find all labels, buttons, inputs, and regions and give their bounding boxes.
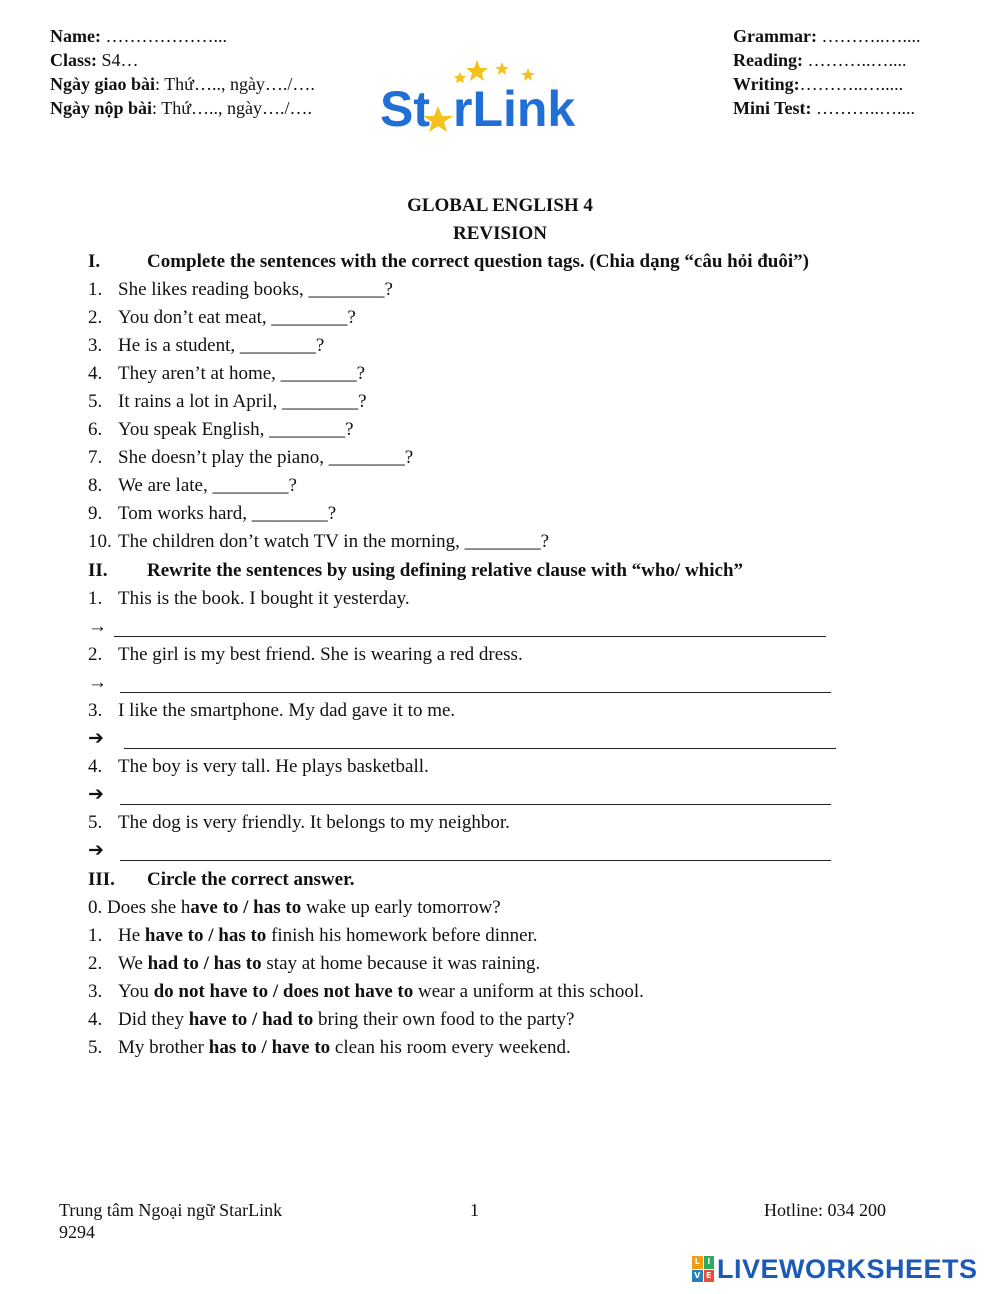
grammar-score: Grammar: ………..….... [733, 26, 921, 46]
question-tag-item[interactable]: 5. It rains a lot in April, ________? [88, 391, 367, 412]
reading-score: Reading: ………..….... [733, 50, 907, 70]
circle-answer-item[interactable]: 5. My brother has to / have to clean his room every weekend. [88, 1037, 571, 1058]
page-subtitle: REVISION [453, 223, 547, 244]
liveworksheets-watermark[interactable] [692, 1254, 978, 1284]
answer-arrow: → [88, 672, 107, 693]
question-tag-item[interactable]: 8. We are late, ________? [88, 475, 297, 496]
footer-center-name: Trung tâm Ngoại ngữ StarLink [59, 1200, 283, 1220]
writing-score: Writing:………..…..... [733, 74, 904, 94]
rewrite-prompt: 2. The girl is my best friend. She is wearing a red dress. [88, 644, 523, 665]
footer-hotline: Hotline: 034 200 [764, 1200, 886, 1220]
liveworksheets-text: LIVEWORKSHEETS [717, 1253, 978, 1284]
logo-rlink-text: rLink [453, 81, 576, 132]
mini-test-score: Mini Test: ………..….... [733, 98, 916, 118]
section-3-heading: III. Circle the correct answer. [88, 869, 355, 890]
page-number: 1 [470, 1200, 479, 1220]
question-tag-item[interactable]: 2. You don’t eat meat, ________? [88, 307, 356, 328]
circle-answer-item[interactable]: 3. You do not have to / does not have to wear a uniform at this school. [88, 981, 644, 1002]
starlink-logo [380, 60, 620, 132]
circle-answer-item[interactable]: 2. We had to / has to stay at home because it was raining. [88, 953, 541, 974]
rewrite-prompt: 1. This is the book. I bought it yesterday. [88, 588, 410, 609]
starlink-logo-graphic [380, 60, 620, 132]
question-tag-item[interactable]: 4. They aren’t at home, ________? [88, 363, 366, 384]
due-date-field[interactable]: Ngày nộp bài: Thứ….., ngày…./…. [50, 98, 312, 118]
liveworksheets-badge-icon: L I V E [692, 1256, 714, 1282]
footer-center-name-cont: 9294 [59, 1222, 95, 1242]
rewrite-prompt: 3. I like the smartphone. My dad gave it to me. [88, 700, 456, 721]
page-title: GLOBAL ENGLISH 4 [407, 195, 593, 216]
answer-arrow: ➔ [88, 784, 104, 805]
answer-line[interactable] [120, 804, 831, 805]
circle-answer-item[interactable]: 4. Did they have to / had to bring their own food to the party? [88, 1009, 575, 1030]
question-tag-item[interactable]: 1. She likes reading books, ________? [88, 279, 393, 300]
question-tag-item[interactable]: 3. He is a student, ________? [88, 335, 325, 356]
example-item: 0. Does she have to / has to wake up early tomorrow? [88, 897, 501, 918]
answer-arrow: ➔ [88, 840, 104, 861]
answer-arrow: → [88, 616, 107, 637]
answer-line[interactable] [124, 748, 836, 749]
question-tag-item[interactable]: 10. The children don’t watch TV in the morning, ________? [88, 531, 550, 552]
answer-line[interactable] [120, 692, 831, 693]
question-tag-item[interactable]: 7. She doesn’t play the piano, ________? [88, 447, 414, 468]
section-1-heading: I. Complete the sentences with the correct question tags. (Chia dạng “câu hỏi đuôi”) [88, 251, 809, 272]
question-tag-item[interactable]: 9. Tom works hard, ________? [88, 503, 337, 524]
answer-arrow: ➔ [88, 728, 104, 749]
logo-st-text: St [380, 81, 430, 132]
rewrite-prompt: 4. The boy is very tall. He plays basketball. [88, 756, 429, 777]
section-2-heading: II. Rewrite the sentences by using defining relative clause with “who/ which” [88, 560, 744, 581]
assigned-date-field[interactable]: Ngày giao bài: Thứ….., ngày…./…. [50, 74, 315, 94]
answer-line[interactable] [120, 860, 831, 861]
circle-answer-item[interactable]: 1. He have to / has to finish his homework before dinner. [88, 925, 538, 946]
class-field: Class: S4… [50, 50, 139, 70]
question-tag-item[interactable]: 6. You speak English, ________? [88, 419, 354, 440]
rewrite-prompt: 5. The dog is very friendly. It belongs to my neighbor. [88, 812, 510, 833]
answer-line[interactable] [114, 636, 826, 637]
name-field[interactable]: Name: ………………... [50, 26, 227, 46]
